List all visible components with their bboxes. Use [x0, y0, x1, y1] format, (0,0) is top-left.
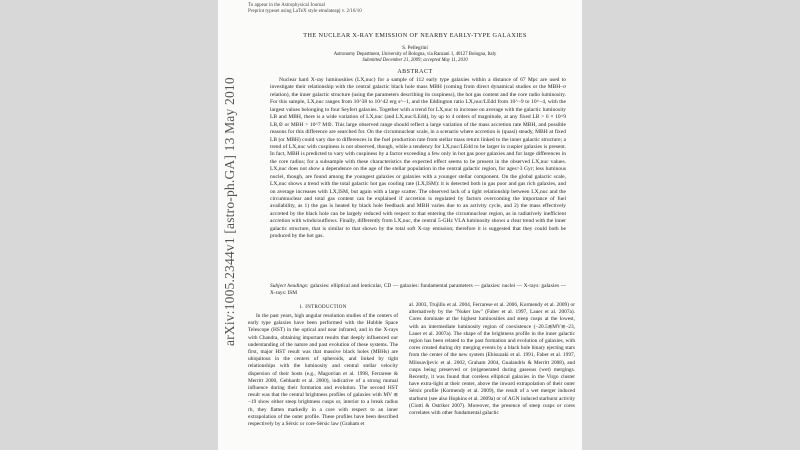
abstract-text: Nuclear hard X-ray luminosities (LX,nuc) for a sample of 112 early type galaxies within a distance of 67 Mpc are used to investigate their relationship with the central galactic black hole mass MBH (coming from direct dynamical studies or the MBH–σ relation), the inner galactic structure (using the parameters describing its cuspiness), the hot gas content and the core radio luminosity. For this sample, LX,nuc ranges from 10^38 to 10^42 erg s^−1, and the Eddington ratio LX,nuc/LEdd from 10^−9 to 10^−4, with the largest values belonging to four Seyfert galaxies. Together with a trend for LX,nuc to increase on average with the galactic luminosity LB and MBH, there is a wide variation of LX,nuc (and LX,nuc/LEdd), by up to 4 orders of magnitude, at any fixed LB > 6 × 10^9 LB,⊙ or MBH > 10^7 M⊙. This large observed range should reflect a large variation of the mass accretion rate ṀBH, and possible reasons for this difference are searched for. On the circumnuclear scale, in a scenario where accretion is (quasi) steady, ṀBH at fixed LB (or MBH) could vary due to differences in the fuel production rate from stellar mass return linked to the inner galactic structure; a trend of LX,nuc with cuspiness is not observed, though, while a tendency for LX,nuc/LEdd to be larger in cuspier galaxies is present. In fact, MBH is predicted to vary with cuspiness by a factor exceeding a few only in hot gas poor galaxies and for large differences in the core radius; for a subsample with these characteristics the expected effect seems to be present in the observed LX,nuc values. LX,nuc does not show a dependence on the age of the stellar population in the central galactic region, for ages>3 Gyr; less luminous nuclei, though, are found among the youngest galaxies or galaxies with a younger stellar component. On the global galactic scale, LX,nuc shows a trend with the total galactic hot gas cooling rate (LX,ISM): it is detected both in gas poor and gas rich galaxies, and on average increases with LX,ISM, but again with a large scatter. The observed lack of a tight relationship between LX,nuc and the circumnuclear and total gas content can be explained if accretion is regulated by factors overcoming the importance of fuel availability, as 1) the gas is heated by black hole feedback and MBH varies due to an activity cycle, and 2) the mass effectively accreted by the black hole can be largely reduced with respect to that entering the circumnuclear region, as in radiatively inefficient accretion with winds/outflows. Finally, differently from LX,nuc, the central 5-GHz VLA luminosity shows a clear trend with the inner galactic structure, that is similar to that shown by the total soft X-ray emission; therefore it is suggested that they could both be produced by the hot gas.: [270, 77, 566, 240]
subject-headings-text: galaxies: elliptical and lenticular, CD — galaxies: fundamental parameters — galaxies: nuclei — X-rays: galaxies — X-rays: ISM: [270, 283, 566, 297]
arxiv-side-stamp: [218, 28, 242, 346]
running-header: [248, 3, 362, 15]
author: S. Pellegrini: [402, 45, 428, 51]
subject-headings: [270, 283, 566, 299]
intro-right-column: al. 2003, Trujillo et al. 2004, Ferrarese et al. 2006, Kormendy et al. 2009) or alternatively by the "Nuker law" (Faber et al. 1997, Lauer et al. 2007a). Cores dominate at the highest luminosities and steep cusps at the lowest, with an intermediate luminosity region of coexistence (−20.5≲MV≲−23, Lauer et al. 2007a). The shape of the brightness profile in the inner galactic region has been related to the past formation and evolution of galaxies, with cores created during dry merging events by a black hole binary ejecting stars from the center of the new system (Ebisuzaki et al. 1991, Faber et al. 1997, Milosavljevic et al. 2002, Graham 2004, Gualandris & Merritt 2008), and cusps being preserved or (re)generated during gaseous (wet) mergings. Recently, it was found that coreless elliptical galaxies in the Virgo cluster have extra-light at their center, above the inward extrapolation of their outer Sérsic profile (Kormendy et al. 2009), the result of a wet merger induced starburst (see also Hopkins et al. 2009a) or of AGN induced starburst activity (Ciotti & Ostriker 2007). Moreover, the presence of steep cusps or cores correlates with other fundamental galactic: [409, 302, 575, 417]
affiliation: Astronomy Department, University of Bologna, via Ranzani 1, 40127 Bologna, Italy: [333, 52, 497, 57]
preprint-line: Preprint typeset using LaTeX style emulateapj v. 2/16/10: [248, 9, 362, 14]
arxiv-identifier: arXiv:1005.2344v1 [astro-ph.GA] 13 May 2010: [222, 77, 237, 346]
paper-title: THE NUCLEAR X-RAY EMISSION OF NEARBY EARLY-TYPE GALAXIES: [303, 32, 527, 39]
paper-page: [218, 0, 582, 450]
subject-headings-label: Subject headings:: [270, 283, 309, 289]
intro-left-column: In the past years, high angular resolution studies of the centers of early type galaxies have been performed with the Hubble Space Telescope (HST) in the optical and near infrared, and in the X-rays with Chandra, obtaining important results that deeply influenced our understanding of the nature and past evolution of these systems. The first, major HST result was that massive black holes (MBHs) are ubiquitous in the centers of spheroids, and linked by tight relationships with the luminosity and central stellar velocity dispersion of their hosts (e.g., Magorrian et al. 1998, Ferrarese & Merritt 2000, Gebhardt et al. 2000), indicative of a strong mutual influence during their formation and evolution. The second HST result was that the central brightness profiles of galaxies with MV ≲ −19 show either steep brightness cusps or, interior to a break radius rb, they flatten markedly in a core with respect to an inner extrapolation of the outer profile. These profiles have been described respectively by a Sérsic or core-Sérsic law (Graham et: [248, 313, 398, 428]
abstract-heading: ABSTRACT: [397, 69, 433, 75]
journal-line: To appear in the Astrophysical Journal: [248, 3, 325, 8]
submission-dates: Submitted December 21, 2009; accepted May 11, 2010: [362, 58, 468, 63]
section-heading-introduction: 1. INTRODUCTION: [299, 305, 347, 310]
